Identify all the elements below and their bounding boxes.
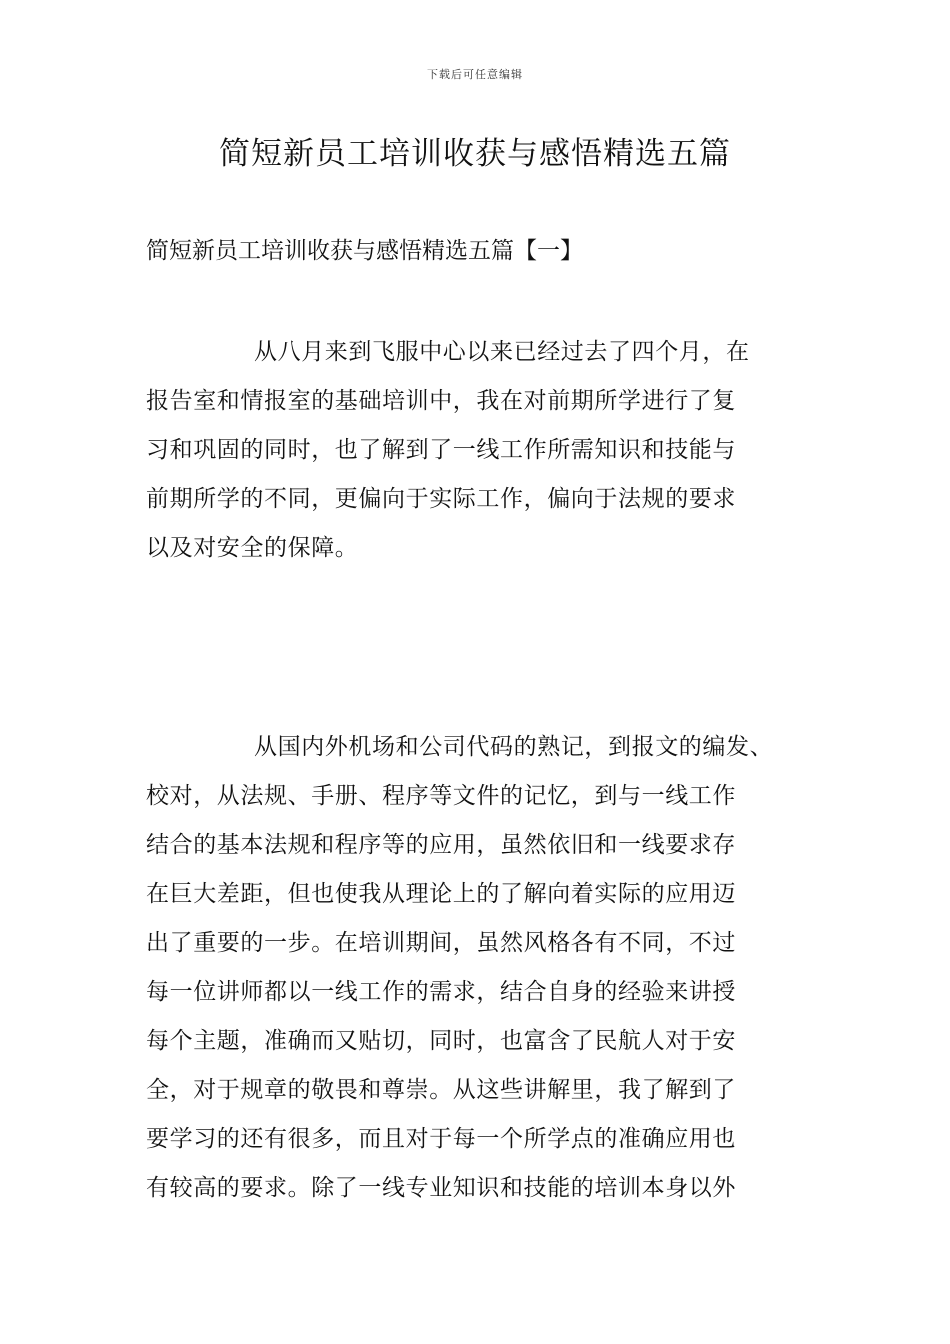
- document-title: 简短新员工培训收获与感悟精选五篇: [219, 136, 731, 172]
- paragraph-line: 从八月来到飞服中心以来已经过去了四个月，在: [254, 339, 750, 365]
- paragraph-line: 每个主题，准确而又贴切，同时，也富含了民航人对于安: [146, 1028, 736, 1054]
- section-heading: 简短新员工培训收获与感悟精选五篇【一】: [146, 238, 583, 264]
- paragraph-line: 校对，从法规、手册、程序等文件的记忆，到与一线工作: [146, 783, 736, 809]
- paragraph-line: 以及对安全的保障。: [146, 535, 359, 561]
- paragraph-line: 前期所学的不同，更偏向于实际工作，偏向于法规的要求: [146, 486, 736, 512]
- paragraph-line: 习和巩固的同时，也了解到了一线工作所需知识和技能与: [146, 437, 736, 463]
- paragraph-line: 结合的基本法规和程序等的应用，虽然依旧和一线要求存: [146, 832, 736, 858]
- paragraph-line: 每一位讲师都以一线工作的需求，结合自身的经验来讲授: [146, 979, 736, 1005]
- paragraph-2: [146, 723, 826, 1213]
- paragraph-line: 在巨大差距，但也使我从理论上的了解向着实际的应用迈: [146, 881, 736, 907]
- header-note: 下载后可任意编辑: [427, 68, 523, 81]
- paragraph-line: 要学习的还有很多，而且对于每一个所学点的准确应用也: [146, 1126, 736, 1152]
- paragraph-line: 从国内外机场和公司代码的熟记，到报文的编发、: [254, 734, 774, 760]
- paragraph-line: 报告室和情报室的基础培训中，我在对前期所学进行了复: [146, 388, 736, 414]
- paragraph-1: [146, 328, 826, 573]
- paragraph-line: 全，对于规章的敬畏和尊崇。从这些讲解里，我了解到了: [146, 1077, 736, 1103]
- paragraph-line: 出了重要的一步。在培训期间，虽然风格各有不同，不过: [146, 930, 736, 956]
- paragraph-line: 有较高的要求。除了一线专业知识和技能的培训本身以外: [146, 1175, 736, 1201]
